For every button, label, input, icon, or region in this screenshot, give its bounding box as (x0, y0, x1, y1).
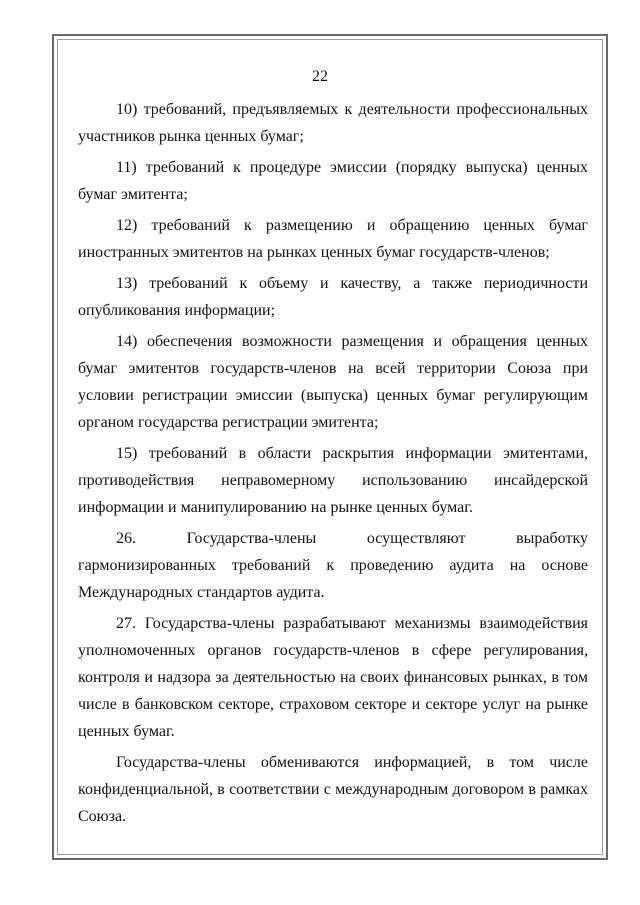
paragraph-item-11: 11) требований к процедуре эмиссии (порядку выпуска) ценных бумаг эмитента; (78, 159, 588, 203)
paragraph-section-27: 27. Государства-члены разрабатывают механизмы взаимодействия уполномоченных органов государств-членов в сфере регулирования, контроля и надзора за деятельностью на своих финансовых рынках, в том числе в банковском секторе, страховом секторе и секторе услуг на рынке ценных бумаг. (78, 615, 588, 740)
paragraph-information-exchange: Государства-члены обмениваются информацией, в том числе конфиденциальной, в соответствии с международным договором в рамках Союза. (78, 754, 588, 825)
paragraph-item-13: 13) требований к объему и качеству, а также периодичности опубликования информации; (78, 275, 588, 319)
paragraph-item-10: 10) требований, предъявляемых к деятельности профессиональных участников рынка ценных бумаг; (78, 101, 588, 145)
paragraph-item-15: 15) требований в области раскрытия информации эмитентами, противодействия неправомерному использованию инсайдерской информации и манипулированию на рынке ценных бумаг. (78, 445, 588, 516)
page-number: 22 (312, 68, 328, 85)
document-body (78, 96, 588, 834)
paragraph-item-14: 14) обеспечения возможности размещения и обращения ценных бумаг эмитентов государств-членов на всей территории Союза при условии регистрации эмиссии (выпуска) ценных бумаг регулирующим органом государства регистрации эмитента; (78, 333, 588, 431)
paragraph-section-26: 26. Государства-члены осуществляют выработку гармонизированных требований к проведению аудита на основе Международных стандартов аудита. (78, 530, 588, 601)
paragraph-item-12: 12) требований к размещению и обращению ценных бумаг иностранных эмитентов на рынках ценных бумаг государств-членов; (78, 217, 588, 261)
